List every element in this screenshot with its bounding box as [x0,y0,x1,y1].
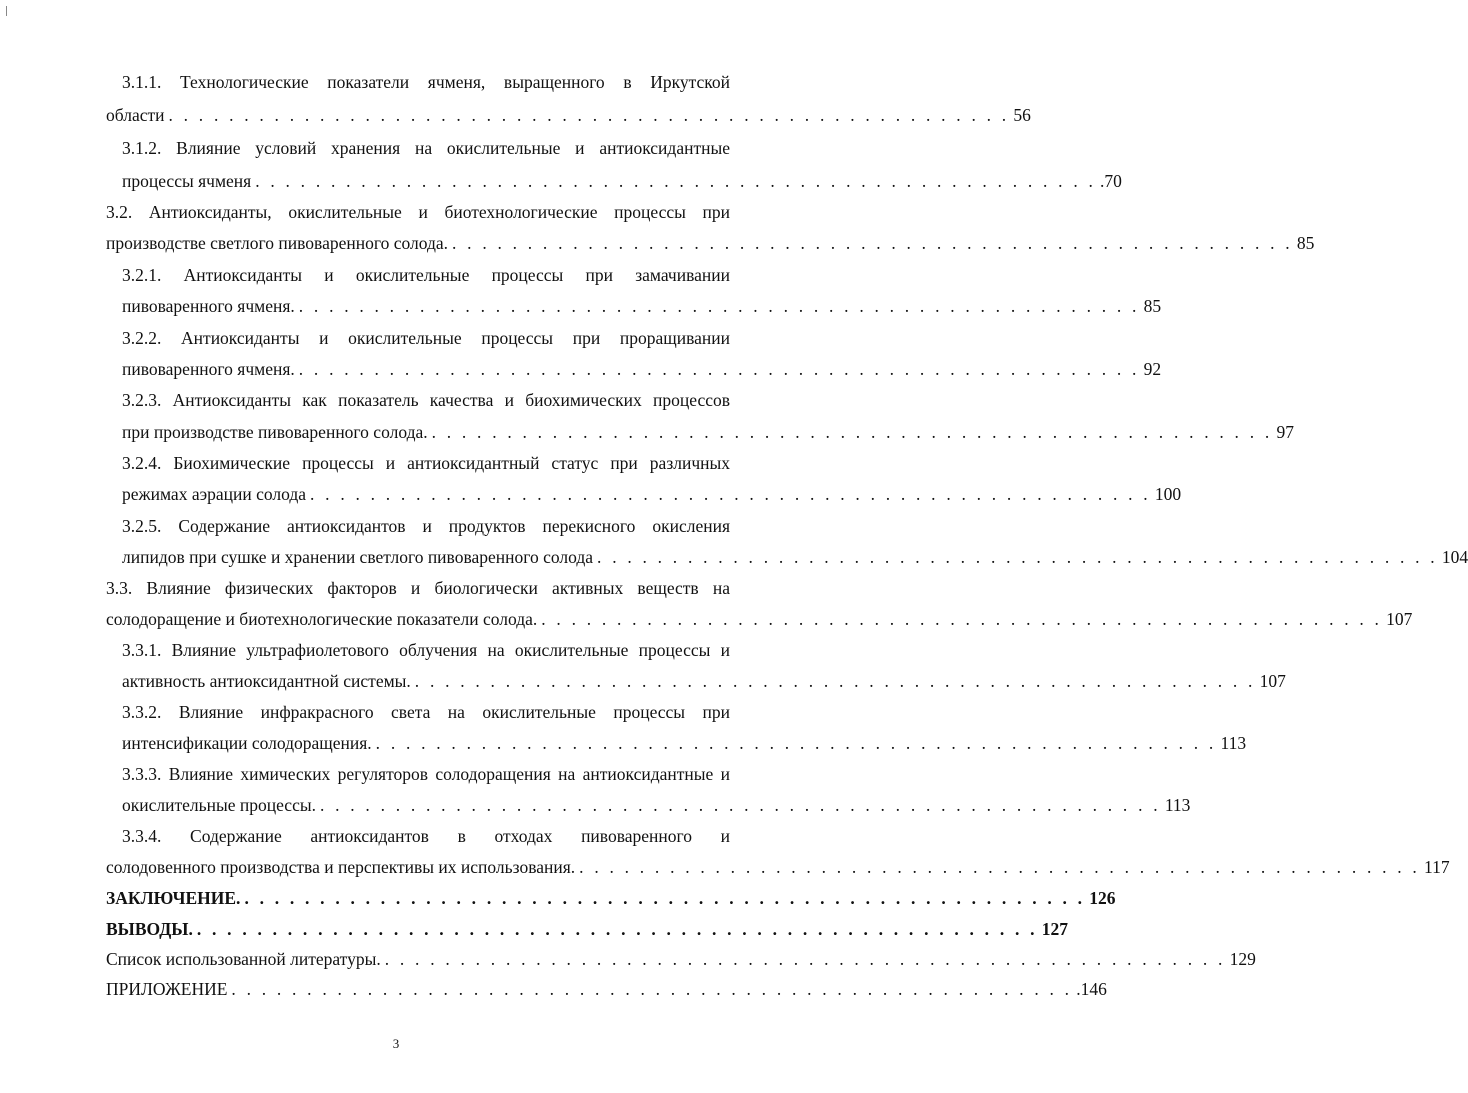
leader-dots: . . . . . . . . . . . . . . . . . . . . . . . . . . . . . . . . . . . . . . . . . . . . . . . . . . . . . . . . [414,671,1256,691]
toc-entry-title: пивоваренного ячменя. [122,359,295,379]
toc-page-number: 129 [1229,949,1256,969]
toc-entry-findings [106,915,1068,943]
toc-entry-title: режимах аэрации солода [122,484,307,504]
toc-entry-3-2-3 [122,418,1294,446]
toc-entry-3-3-3-line1: 3.3.3. Влияние химических регуляторов солодоращения на антиоксидантные и [122,764,730,784]
leader-dots: . . . . . . . . . . . . . . . . . . . . . . . . . . . . . . . . . . . . . . . . . . . . . . . . . . . . . . . . [196,919,1038,939]
toc-entry-3-1-2-line1: 3.1.2. Влияние условий хранения на окислительные и антиоксидантные [122,138,730,158]
toc-entry-3-2-2-line1: 3.2.2. Антиоксиданты и окислительные процессы при проращивании [122,328,730,348]
toc-entry-title: пивоваренного ячменя. [122,296,295,316]
scan-margin-mark [6,6,7,16]
toc-page-number: 92 [1143,359,1162,379]
toc-entry-3-3-1 [122,667,1286,695]
toc-page-number: 100 [1154,484,1182,504]
toc-entry-title: солодовенного производства и перспективы их использования. [106,857,576,877]
toc-entry-3-2-4-line1: 3.2.4. Биохимические процессы и антиоксидантный статус при различных [122,453,730,473]
toc-page-number: .146 [1076,979,1107,999]
leader-dots: . . . . . . . . . . . . . . . . . . . . . . . . . . . . . . . . . . . . . . . . . . . . . . . . . . . . . . . . [319,795,1161,815]
toc-entry-title: производстве светлого пивоваренного солода. [106,233,449,253]
toc-entry-3-2-line1: 3.2. Антиоксиданты, окислительные и биотехнологические процессы при [106,202,730,222]
toc-page-number: 113 [1220,733,1247,753]
toc-entry-3-3 [106,605,1413,633]
leader-dots: . . . . . . . . . . . . . . . . . . . . . . . . . . . . . . . . . . . . . . . . . . . . . . . . . . . . . . . . [168,105,1010,125]
toc-entry-title: ПРИЛОЖЕНИЕ [106,979,228,999]
toc-entry-title: окислительные процессы. [122,795,316,815]
toc-entry-title: области [106,105,165,125]
leader-dots: . . . . . . . . . . . . . . . . . . . . . . . . . . . . . . . . . . . . . . . . . . . . . . . . . . . . . . . . [541,609,1383,629]
toc-entry-3-2-5-line1: 3.2.5. Содержание антиоксидантов и продуктов перекисного окисления [122,516,730,536]
toc-page-number: 85 [1143,296,1162,316]
leader-dots: . . . . . . . . . . . . . . . . . . . . . . . . . . . . . . . . . . . . . . . . . . . . . . . . . . . . . . . . [579,857,1420,877]
toc-entry-3-2-1 [122,292,1162,320]
toc-page-number: 107 [1386,609,1413,629]
toc-entry-3-2-1-line1: 3.2.1. Антиоксиданты и окислительные процессы при замачивании [122,265,730,285]
toc-page-number: 126 [1089,888,1116,908]
toc-page-number: 56 [1013,105,1031,125]
toc-entry-title: интенсификации солодоращения. [122,733,372,753]
toc-page-number: 85 [1296,233,1315,253]
toc-entry-3-3-line1: 3.3. Влияние физических факторов и биологически активных веществ на [106,578,730,598]
toc-entry-3-3-4 [106,853,1450,881]
leader-dots: . . . . . . . . . . . . . . . . . . . . . . . . . . . . . . . . . . . . . . . . . . . . . . . . . . . . . . . . [298,359,1140,379]
toc-entry-title: Список использованной литературы. [106,949,381,969]
toc-entry-3-1-1 [106,101,1031,129]
toc-entry-title: ЗАКЛЮЧЕНИЕ. [106,888,241,908]
toc-entry-3-3-2-line1: 3.3.2. Влияние инфракрасного света на окислительные процессы при [122,702,730,722]
toc-entry-3-2 [106,229,1315,257]
toc-entry-3-2-2 [122,355,1162,383]
toc-entry-3-2-5 [122,543,1468,571]
page-number: 3 [392,1036,400,1051]
toc-entry-title: солодоращение и биотехнологические показатели солода. [106,609,538,629]
toc-page-number: 97 [1276,422,1294,442]
toc-page-number: 104 [1441,547,1468,567]
toc-entry-3-3-1-line1: 3.3.1. Влияние ультрафиолетового облучения на окислительные процессы и [122,640,730,660]
leader-dots: . . . . . . . . . . . . . . . . . . . . . . . . . . . . . . . . . . . . . . . . . . . . . . . . . . . . . . . . [597,547,1438,567]
toc-entry-references [106,945,1256,973]
leader-dots: . . . . . . . . . . . . . . . . . . . . . . . . . . . . . . . . . . . . . . . . . . . . . . . . . . . . . . . . [452,233,1293,253]
toc-entry-3-3-3 [122,791,1191,819]
toc-page-number: 117 [1424,857,1450,877]
leader-dots: . . . . . . . . . . . . . . . . . . . . . . . . . . . . . . . . . . . . . . . . . . . . . . . . . . . . . . . . [231,979,1073,999]
toc-entry-3-2-3-line1: 3.2.3. Антиоксиданты как показатель качества и биохимических процессов [122,390,730,410]
toc-page-number: 113 [1164,795,1191,815]
leader-dots: . . . . . . . . . . . . . . . . . . . . . . . . . . . . . . . . . . . . . . . . . . . . . . . . . . . . . . . . [375,733,1217,753]
toc-entry-3-1-1-line1: 3.1.1. Технологические показатели ячменя, выращенного в Иркутской [122,72,730,92]
toc-entry-3-1-2 [122,167,1122,195]
toc-page-number: 127 [1041,919,1068,939]
toc-entry-3-3-2 [122,729,1247,757]
toc-entry-3-3-4-line1: 3.3.4. Содержание антиоксидантов в отходах пивоваренного и [122,826,730,846]
toc-entry-title: активность антиоксидантной системы. [122,671,411,691]
toc-page-number: .70 [1100,171,1122,191]
toc-entry-title: при производстве пивоваренного солода. [122,422,428,442]
toc-entry-title: липидов при сушке и хранении светлого пивоваренного солода [122,547,594,567]
toc-entry-title: процессы ячменя [122,171,252,191]
leader-dots: . . . . . . . . . . . . . . . . . . . . . . . . . . . . . . . . . . . . . . . . . . . . . . . . . . . . . . . . [298,296,1140,316]
toc-entry-title: ВЫВОДЫ. [106,919,193,939]
leader-dots: . . . . . . . . . . . . . . . . . . . . . . . . . . . . . . . . . . . . . . . . . . . . . . . . . . . . . . . . [244,888,1086,908]
leader-dots: . . . . . . . . . . . . . . . . . . . . . . . . . . . . . . . . . . . . . . . . . . . . . . . . . . . . . . . . [310,484,1151,504]
leader-dots: . . . . . . . . . . . . . . . . . . . . . . . . . . . . . . . . . . . . . . . . . . . . . . . . . . . . . . . . [255,171,1097,191]
leader-dots: . . . . . . . . . . . . . . . . . . . . . . . . . . . . . . . . . . . . . . . . . . . . . . . . . . . . . . . . [384,949,1226,969]
toc-entry-conclusion [106,884,1116,912]
toc-page-number: 107 [1259,671,1286,691]
toc-entry-appendix [106,975,1107,1003]
toc-entry-3-2-4 [122,480,1182,508]
leader-dots: . . . . . . . . . . . . . . . . . . . . . . . . . . . . . . . . . . . . . . . . . . . . . . . . . . . . . . . . [431,422,1273,442]
